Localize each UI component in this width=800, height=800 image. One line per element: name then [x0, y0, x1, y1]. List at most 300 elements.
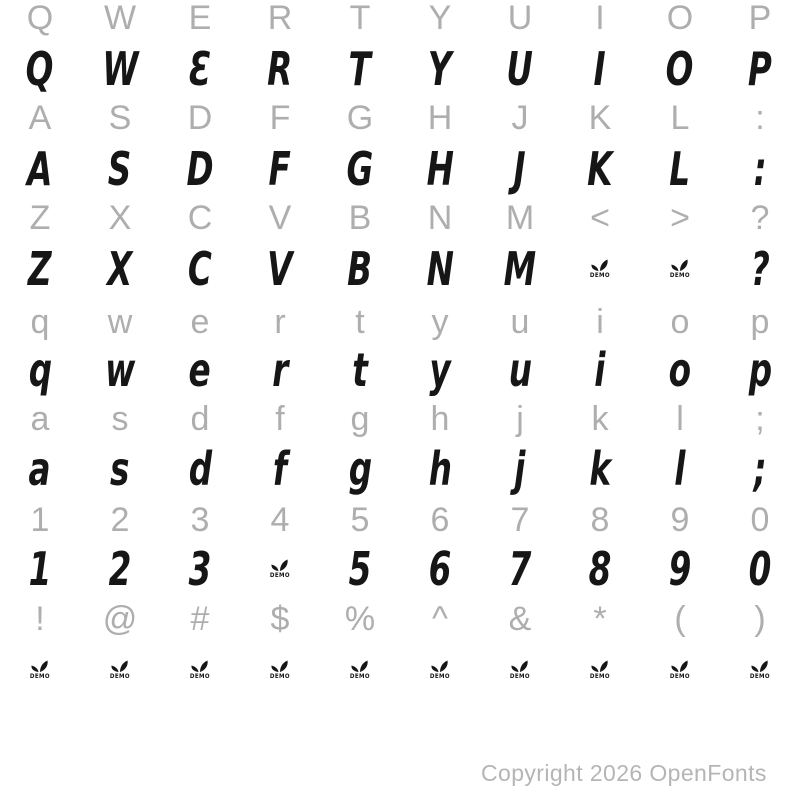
- demo-glyph: [589, 660, 611, 680]
- glyph-char: Z: [29, 199, 51, 237]
- glyph-char: r: [271, 343, 289, 397]
- glyph-char: V: [268, 199, 292, 237]
- glyph-char: j: [516, 400, 524, 438]
- glyph-char: 0: [750, 501, 770, 539]
- glyph-cell: [560, 593, 640, 645]
- glyph-char: h: [430, 400, 450, 438]
- glyph-cell: [80, 43, 160, 95]
- glyph-cell: [720, 494, 800, 546]
- glyph-row-9: [0, 393, 800, 445]
- glyph-cell: [400, 0, 480, 44]
- glyph-char: ^: [432, 600, 448, 638]
- demo-placeholder-glyph: [640, 644, 720, 696]
- copyright-text: Copyright 2026 OpenFonts: [481, 760, 767, 786]
- glyph-cell: [560, 543, 640, 595]
- glyph-char: ;: [755, 400, 765, 438]
- glyph-cell: [160, 243, 240, 295]
- demo-glyph: [269, 559, 291, 579]
- glyph-cell: [320, 0, 400, 44]
- demo-glyph: [669, 259, 691, 279]
- glyph-char: <: [590, 199, 610, 237]
- glyph-cell: [80, 243, 160, 295]
- glyph-cell: [320, 344, 400, 396]
- glyph-cell: [0, 243, 80, 295]
- demo-placeholder-glyph: [240, 543, 320, 595]
- glyph-char: H: [426, 142, 454, 196]
- glyph-cell: [320, 92, 400, 144]
- glyph-cell: [640, 344, 720, 396]
- glyph-cell: [320, 143, 400, 195]
- glyph-row-1: [0, 0, 800, 44]
- glyph-char: Q: [26, 42, 54, 96]
- glyph-cell: [560, 192, 640, 244]
- glyph-char: 8: [590, 501, 610, 539]
- glyph-cell: [320, 393, 400, 445]
- glyph-char: R: [267, 42, 293, 96]
- demo-placeholder-glyph: [560, 644, 640, 696]
- glyph-cell: [160, 593, 240, 645]
- glyph-cell: [320, 543, 400, 595]
- glyph-char: r: [274, 303, 286, 341]
- demo-label: DEMO: [349, 673, 371, 680]
- glyph-char: 7: [510, 501, 530, 539]
- glyph-cell: [80, 92, 160, 144]
- glyph-cell: [240, 192, 320, 244]
- glyph-cell: [640, 543, 720, 595]
- glyph-char: e: [190, 303, 210, 341]
- demo-glyph: [29, 660, 51, 680]
- demo-label: DEMO: [589, 272, 611, 279]
- glyph-cell: [560, 443, 640, 495]
- glyph-cell: [160, 192, 240, 244]
- glyph-char: l: [676, 400, 684, 438]
- glyph-cell: [160, 393, 240, 445]
- glyph-cell: [480, 192, 560, 244]
- glyph-char: G: [346, 99, 374, 137]
- glyph-cell: [320, 192, 400, 244]
- glyph-row-10: [0, 443, 800, 495]
- demo-glyph: [509, 660, 531, 680]
- glyph-char: &: [508, 600, 532, 638]
- glyph-cell: [400, 43, 480, 95]
- glyph-char: !: [35, 600, 45, 638]
- glyph-char: >: [670, 199, 690, 237]
- glyph-char: D: [187, 99, 213, 137]
- demo-glyph: [429, 660, 451, 680]
- glyph-char: K: [588, 99, 612, 137]
- glyph-char: O: [666, 42, 694, 96]
- glyph-char: o: [668, 343, 692, 397]
- glyph-char: J: [513, 142, 527, 196]
- glyph-char: S: [108, 99, 132, 137]
- demo-glyph: [269, 660, 291, 680]
- glyph-char: s: [110, 442, 130, 496]
- sprout-fleuron-icon: [109, 660, 130, 673]
- glyph-cell: [400, 543, 480, 595]
- glyph-cell: [160, 494, 240, 546]
- glyph-cell: [720, 344, 800, 396]
- glyph-char: O: [666, 0, 694, 37]
- glyph-char: Y: [428, 0, 452, 37]
- demo-placeholder-glyph: [720, 644, 800, 696]
- glyph-cell: [0, 344, 80, 396]
- glyph-char: f: [275, 400, 285, 438]
- glyph-cell: [240, 344, 320, 396]
- glyph-cell: [240, 243, 320, 295]
- sprout-fleuron-icon: [29, 660, 50, 673]
- glyph-char: H: [427, 99, 453, 137]
- glyph-cell: [240, 43, 320, 95]
- glyph-char: G: [346, 142, 374, 196]
- glyph-char: 2: [110, 501, 130, 539]
- glyph-char: ?: [750, 242, 770, 296]
- glyph-char: U: [506, 42, 534, 96]
- glyph-char: ;: [753, 442, 767, 496]
- glyph-char: K: [587, 142, 613, 196]
- glyph-cell: [640, 143, 720, 195]
- glyph-cell: [0, 43, 80, 95]
- glyph-char: f: [272, 442, 288, 496]
- glyph-char: p: [748, 343, 772, 397]
- glyph-char: 1: [30, 501, 50, 539]
- glyph-char: 3: [190, 501, 210, 539]
- sprout-fleuron-icon: [429, 660, 450, 673]
- glyph-cell: [480, 593, 560, 645]
- glyph-char: J: [511, 99, 529, 137]
- glyph-row-3: [0, 92, 800, 144]
- glyph-cell: [320, 296, 400, 348]
- glyph-cell: [640, 0, 720, 44]
- glyph-cell: [400, 296, 480, 348]
- glyph-char: M: [503, 242, 537, 296]
- glyph-cell: [400, 393, 480, 445]
- demo-placeholder-glyph: [80, 644, 160, 696]
- glyph-cell: [400, 243, 480, 295]
- glyph-char: A: [27, 142, 53, 196]
- glyph-cell: [640, 192, 720, 244]
- demo-placeholder-glyph: [0, 644, 80, 696]
- glyph-char: I: [595, 0, 605, 37]
- glyph-cell: [320, 593, 400, 645]
- glyph-char: X: [108, 199, 132, 237]
- demo-label: DEMO: [109, 673, 131, 680]
- glyph-cell: [720, 543, 800, 595]
- glyph-char: N: [426, 242, 454, 296]
- glyph-cell: [80, 192, 160, 244]
- glyph-char: S: [108, 142, 132, 196]
- glyph-char: %: [344, 600, 376, 638]
- glyph-char: k: [589, 442, 611, 496]
- glyph-char: 5: [350, 501, 370, 539]
- glyph-char: u: [510, 303, 530, 341]
- glyph-char: B: [347, 242, 373, 296]
- sprout-fleuron-icon: [589, 259, 610, 272]
- glyph-cell: [400, 92, 480, 144]
- glyph-cell: [560, 344, 640, 396]
- glyph-cell: [720, 243, 800, 295]
- glyph-char: L: [669, 142, 691, 196]
- glyph-cell: [640, 92, 720, 144]
- demo-placeholder-glyph: [320, 644, 400, 696]
- glyph-cell: [640, 494, 720, 546]
- glyph-char: q: [28, 343, 52, 397]
- glyph-char: B: [348, 199, 372, 237]
- glyph-cell: [0, 393, 80, 445]
- glyph-char: 2: [108, 542, 132, 596]
- glyph-cell: [560, 0, 640, 44]
- glyph-char: ): [754, 600, 766, 638]
- glyph-cell: [640, 296, 720, 348]
- glyph-char: Q: [26, 0, 54, 37]
- glyph-char: W: [103, 0, 137, 37]
- glyph-char: R: [267, 0, 293, 37]
- glyph-cell: [0, 296, 80, 348]
- glyph-cell: [160, 92, 240, 144]
- glyph-row-7: [0, 296, 800, 348]
- glyph-cell: [80, 0, 160, 44]
- glyph-row-5: [0, 192, 800, 244]
- glyph-char: j: [514, 442, 526, 496]
- sprout-fleuron-icon: [749, 660, 770, 673]
- glyph-char: h: [428, 442, 452, 496]
- glyph-char: F: [268, 142, 292, 196]
- glyph-cell: [80, 593, 160, 645]
- sprout-fleuron-icon: [269, 660, 290, 673]
- glyph-char: Y: [428, 42, 452, 96]
- glyph-char: g: [350, 400, 370, 438]
- glyph-char: d: [190, 400, 210, 438]
- glyph-row-13: [0, 593, 800, 645]
- glyph-char: T: [348, 42, 372, 96]
- demo-label: DEMO: [669, 673, 691, 680]
- glyph-cell: [720, 0, 800, 44]
- glyph-cell: [400, 494, 480, 546]
- glyph-char: w: [104, 343, 136, 397]
- demo-label: DEMO: [189, 673, 211, 680]
- glyph-cell: [240, 393, 320, 445]
- glyph-char: :: [753, 142, 767, 196]
- glyph-cell: [720, 43, 800, 95]
- glyph-char: ?: [750, 199, 770, 237]
- glyph-cell: [640, 393, 720, 445]
- demo-placeholder-glyph: [640, 243, 720, 295]
- demo-placeholder-glyph: [160, 644, 240, 696]
- demo-label: DEMO: [509, 673, 531, 680]
- glyph-char: 3: [188, 542, 212, 596]
- glyph-char: a: [30, 400, 50, 438]
- glyph-cell: [80, 393, 160, 445]
- glyph-char: 9: [670, 501, 690, 539]
- sprout-fleuron-icon: [589, 660, 610, 673]
- glyph-char: @: [102, 600, 138, 638]
- glyph-char: l: [674, 442, 686, 496]
- glyph-char: L: [670, 99, 690, 137]
- sprout-fleuron-icon: [189, 660, 210, 673]
- glyph-char: Ɛ: [188, 42, 212, 96]
- glyph-cell: [160, 443, 240, 495]
- glyph-char: o: [670, 303, 690, 341]
- glyph-cell: [720, 92, 800, 144]
- glyph-cell: [480, 443, 560, 495]
- glyph-cell: [480, 92, 560, 144]
- glyph-cell: [0, 0, 80, 44]
- glyph-char: 6: [428, 542, 452, 596]
- glyph-char: #: [190, 600, 210, 638]
- glyph-row-11: [0, 494, 800, 546]
- glyph-cell: [400, 443, 480, 495]
- glyph-char: t: [352, 343, 368, 397]
- glyph-row-12: [0, 543, 800, 595]
- glyph-char: 1: [28, 542, 52, 596]
- glyph-char: 0: [748, 542, 772, 596]
- glyph-cell: [720, 393, 800, 445]
- demo-glyph: [669, 660, 691, 680]
- glyph-char: A: [28, 99, 52, 137]
- glyph-cell: [0, 92, 80, 144]
- glyph-char: V: [267, 242, 293, 296]
- glyph-char: e: [188, 343, 212, 397]
- glyph-char: 7: [508, 542, 532, 596]
- glyph-char: Z: [28, 242, 52, 296]
- demo-label: DEMO: [749, 673, 771, 680]
- glyph-row-2: [0, 43, 800, 95]
- glyph-cell: [480, 243, 560, 295]
- glyph-char: C: [187, 199, 213, 237]
- glyph-char: 8: [588, 542, 612, 596]
- glyph-cell: [720, 443, 800, 495]
- demo-placeholder-glyph: [560, 243, 640, 295]
- glyph-cell: [80, 296, 160, 348]
- glyph-cell: [320, 43, 400, 95]
- glyph-cell: [80, 443, 160, 495]
- sprout-fleuron-icon: [349, 660, 370, 673]
- glyph-cell: [720, 143, 800, 195]
- glyph-cell: [480, 543, 560, 595]
- glyph-cell: [320, 494, 400, 546]
- glyph-cell: [480, 494, 560, 546]
- glyph-char: T: [349, 0, 371, 37]
- glyph-cell: [560, 393, 640, 445]
- demo-label: DEMO: [269, 572, 291, 579]
- glyph-char: P: [748, 0, 772, 37]
- glyph-char: y: [431, 303, 449, 341]
- glyph-cell: [480, 296, 560, 348]
- glyph-char: t: [355, 303, 365, 341]
- glyph-cell: [400, 143, 480, 195]
- glyph-cell: [80, 494, 160, 546]
- glyph-row-4: [0, 143, 800, 195]
- glyph-char: W: [101, 42, 139, 96]
- glyph-cell: [80, 143, 160, 195]
- glyph-char: 9: [668, 542, 692, 596]
- glyph-char: 6: [430, 501, 450, 539]
- glyph-row-8: [0, 344, 800, 396]
- glyph-cell: [240, 92, 320, 144]
- glyph-char: d: [188, 442, 212, 496]
- glyph-cell: [640, 593, 720, 645]
- glyph-cell: [480, 143, 560, 195]
- sprout-fleuron-icon: [509, 660, 530, 673]
- glyph-char: I: [593, 42, 607, 96]
- glyph-char: p: [750, 303, 770, 341]
- glyph-char: i: [596, 303, 604, 341]
- demo-label: DEMO: [429, 673, 451, 680]
- glyph-char: u: [508, 343, 532, 397]
- glyph-cell: [480, 0, 560, 44]
- glyph-cell: [0, 443, 80, 495]
- glyph-cell: [0, 494, 80, 546]
- glyph-cell: [400, 593, 480, 645]
- demo-glyph: [349, 660, 371, 680]
- demo-placeholder-glyph: [480, 644, 560, 696]
- glyph-cell: [560, 143, 640, 195]
- glyph-cell: [240, 443, 320, 495]
- glyph-char: M: [505, 199, 535, 237]
- glyph-cell: [400, 344, 480, 396]
- glyph-char: y: [429, 343, 451, 397]
- glyph-char: (: [674, 600, 686, 638]
- glyph-char: U: [507, 0, 533, 37]
- glyph-char: C: [188, 242, 212, 296]
- glyph-cell: [160, 43, 240, 95]
- glyph-cell: [80, 344, 160, 396]
- demo-placeholder-glyph: [400, 644, 480, 696]
- glyph-cell: [720, 192, 800, 244]
- glyph-cell: [240, 494, 320, 546]
- glyph-cell: [160, 296, 240, 348]
- glyph-cell: [240, 296, 320, 348]
- demo-glyph: [589, 259, 611, 279]
- glyph-cell: [480, 43, 560, 95]
- glyph-char: E: [188, 0, 212, 37]
- demo-label: DEMO: [269, 673, 291, 680]
- demo-label: DEMO: [29, 673, 51, 680]
- glyph-cell: [560, 92, 640, 144]
- glyph-char: P: [748, 42, 772, 96]
- glyph-cell: [640, 43, 720, 95]
- glyph-char: 4: [270, 501, 290, 539]
- glyph-char: k: [591, 400, 609, 438]
- sprout-fleuron-icon: [669, 660, 690, 673]
- glyph-char: i: [594, 343, 606, 397]
- glyph-cell: [160, 0, 240, 44]
- demo-placeholder-glyph: [240, 644, 320, 696]
- glyph-char: a: [28, 442, 52, 496]
- glyph-cell: [160, 344, 240, 396]
- glyph-cell: [400, 192, 480, 244]
- sprout-fleuron-icon: [269, 559, 290, 572]
- glyph-cell: [320, 443, 400, 495]
- glyph-cell: [0, 593, 80, 645]
- glyph-char: X: [107, 242, 133, 296]
- glyph-row-6: [0, 243, 800, 295]
- glyph-char: N: [427, 199, 453, 237]
- glyph-cell: [720, 296, 800, 348]
- glyph-cell: [560, 296, 640, 348]
- demo-glyph: [749, 660, 771, 680]
- sprout-fleuron-icon: [669, 259, 690, 272]
- glyph-cell: [240, 0, 320, 44]
- glyph-char: w: [107, 303, 133, 341]
- glyph-cell: [0, 143, 80, 195]
- glyph-row-14: [0, 644, 800, 696]
- glyph-cell: [320, 243, 400, 295]
- glyph-cell: [560, 494, 640, 546]
- glyph-cell: [480, 393, 560, 445]
- glyph-char: F: [269, 99, 291, 137]
- glyph-char: :: [755, 99, 765, 137]
- glyph-cell: [160, 143, 240, 195]
